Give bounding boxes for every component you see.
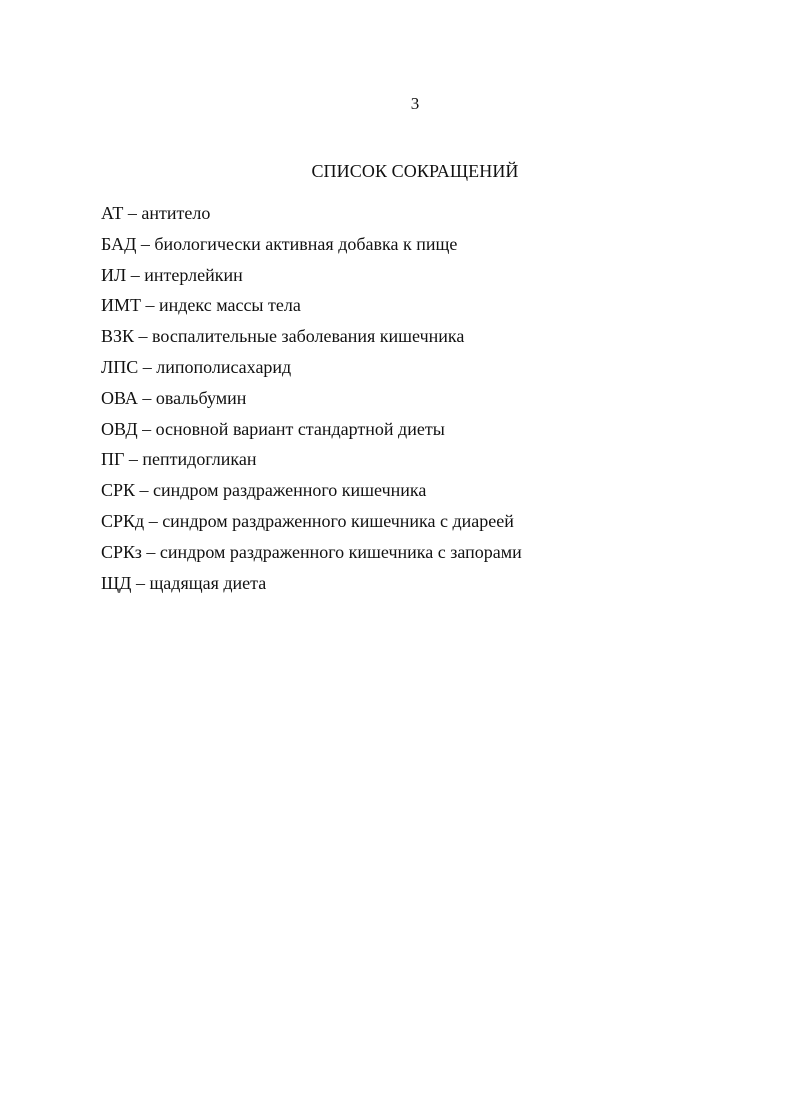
abbreviation-separator: – <box>134 326 153 347</box>
abbreviation-separator: – <box>135 480 154 501</box>
abbreviation-item <box>101 293 522 324</box>
abbreviation-item <box>101 355 522 386</box>
abbreviation-item <box>101 386 522 417</box>
abbreviation-item <box>101 263 522 294</box>
abbreviation-term: СРКд <box>101 510 145 531</box>
abbreviation-item <box>101 540 522 571</box>
abbreviation-separator: – <box>126 264 145 285</box>
abbreviation-definition: интерлейкин <box>144 264 243 285</box>
abbreviation-definition: липополисахарид <box>156 356 292 377</box>
abbreviation-separator: – <box>136 233 155 254</box>
abbreviation-definition: антитело <box>141 203 211 223</box>
abbreviation-separator: – <box>137 387 156 408</box>
abbreviation-item <box>101 417 522 448</box>
abbreviation-term: ЛПС <box>101 356 139 377</box>
abbreviation-term: ИЛ <box>101 264 127 285</box>
abbreviation-term: ИМТ <box>101 295 141 316</box>
abbreviation-term: ОВА <box>101 387 138 408</box>
abbreviation-definition: пептидогликан <box>142 449 257 470</box>
abbreviation-definition: воспалительные заболевания кишечника <box>152 326 465 347</box>
abbreviation-separator: – <box>138 356 157 377</box>
abbreviation-separator: – <box>141 541 160 562</box>
abbreviation-item <box>101 509 522 540</box>
abbreviation-term: ПГ <box>101 449 125 470</box>
abbreviation-list <box>101 201 522 601</box>
abbreviation-definition: биологически активная добавка к пище <box>154 233 458 254</box>
abbreviation-term: БАД <box>101 233 137 254</box>
abbreviation-definition: синдром раздраженного кишечника <box>153 480 427 501</box>
abbreviation-separator: – <box>131 572 150 593</box>
abbreviation-definition: синдром раздраженного кишечника с запорами <box>159 541 522 562</box>
page-title: СПИСОК СОКРАЩЕНИЙ <box>311 161 519 181</box>
abbreviation-separator: – <box>137 418 156 439</box>
abbreviation-term: СРК <box>101 480 136 501</box>
abbreviation-item <box>101 478 522 509</box>
abbreviation-separator: – <box>124 449 143 470</box>
abbreviation-item <box>101 201 522 232</box>
abbreviation-term: ЩД <box>101 572 132 593</box>
abbreviation-definition: индекс массы тела <box>159 295 301 316</box>
abbreviation-term: АТ <box>101 203 124 223</box>
abbreviation-separator: – <box>144 510 163 531</box>
abbreviation-definition: овальбумин <box>155 387 247 408</box>
abbreviation-item <box>101 324 522 355</box>
abbreviation-item <box>101 447 522 478</box>
abbreviation-definition: синдром раздраженного кишечника с диареей <box>162 510 514 531</box>
abbreviation-separator: – <box>141 295 159 316</box>
abbreviation-separator: – <box>123 203 142 223</box>
abbreviation-term: СРКз <box>101 541 142 562</box>
abbreviation-item <box>101 232 522 263</box>
abbreviation-definition: щадящая диета <box>149 572 267 593</box>
abbreviation-term: ВЗК <box>101 326 135 347</box>
page-number: 3 <box>410 94 420 113</box>
abbreviation-definition: основной вариант стандартной диеты <box>155 418 445 439</box>
abbreviation-item <box>101 571 522 602</box>
abbreviation-term: ОВД <box>101 418 138 439</box>
